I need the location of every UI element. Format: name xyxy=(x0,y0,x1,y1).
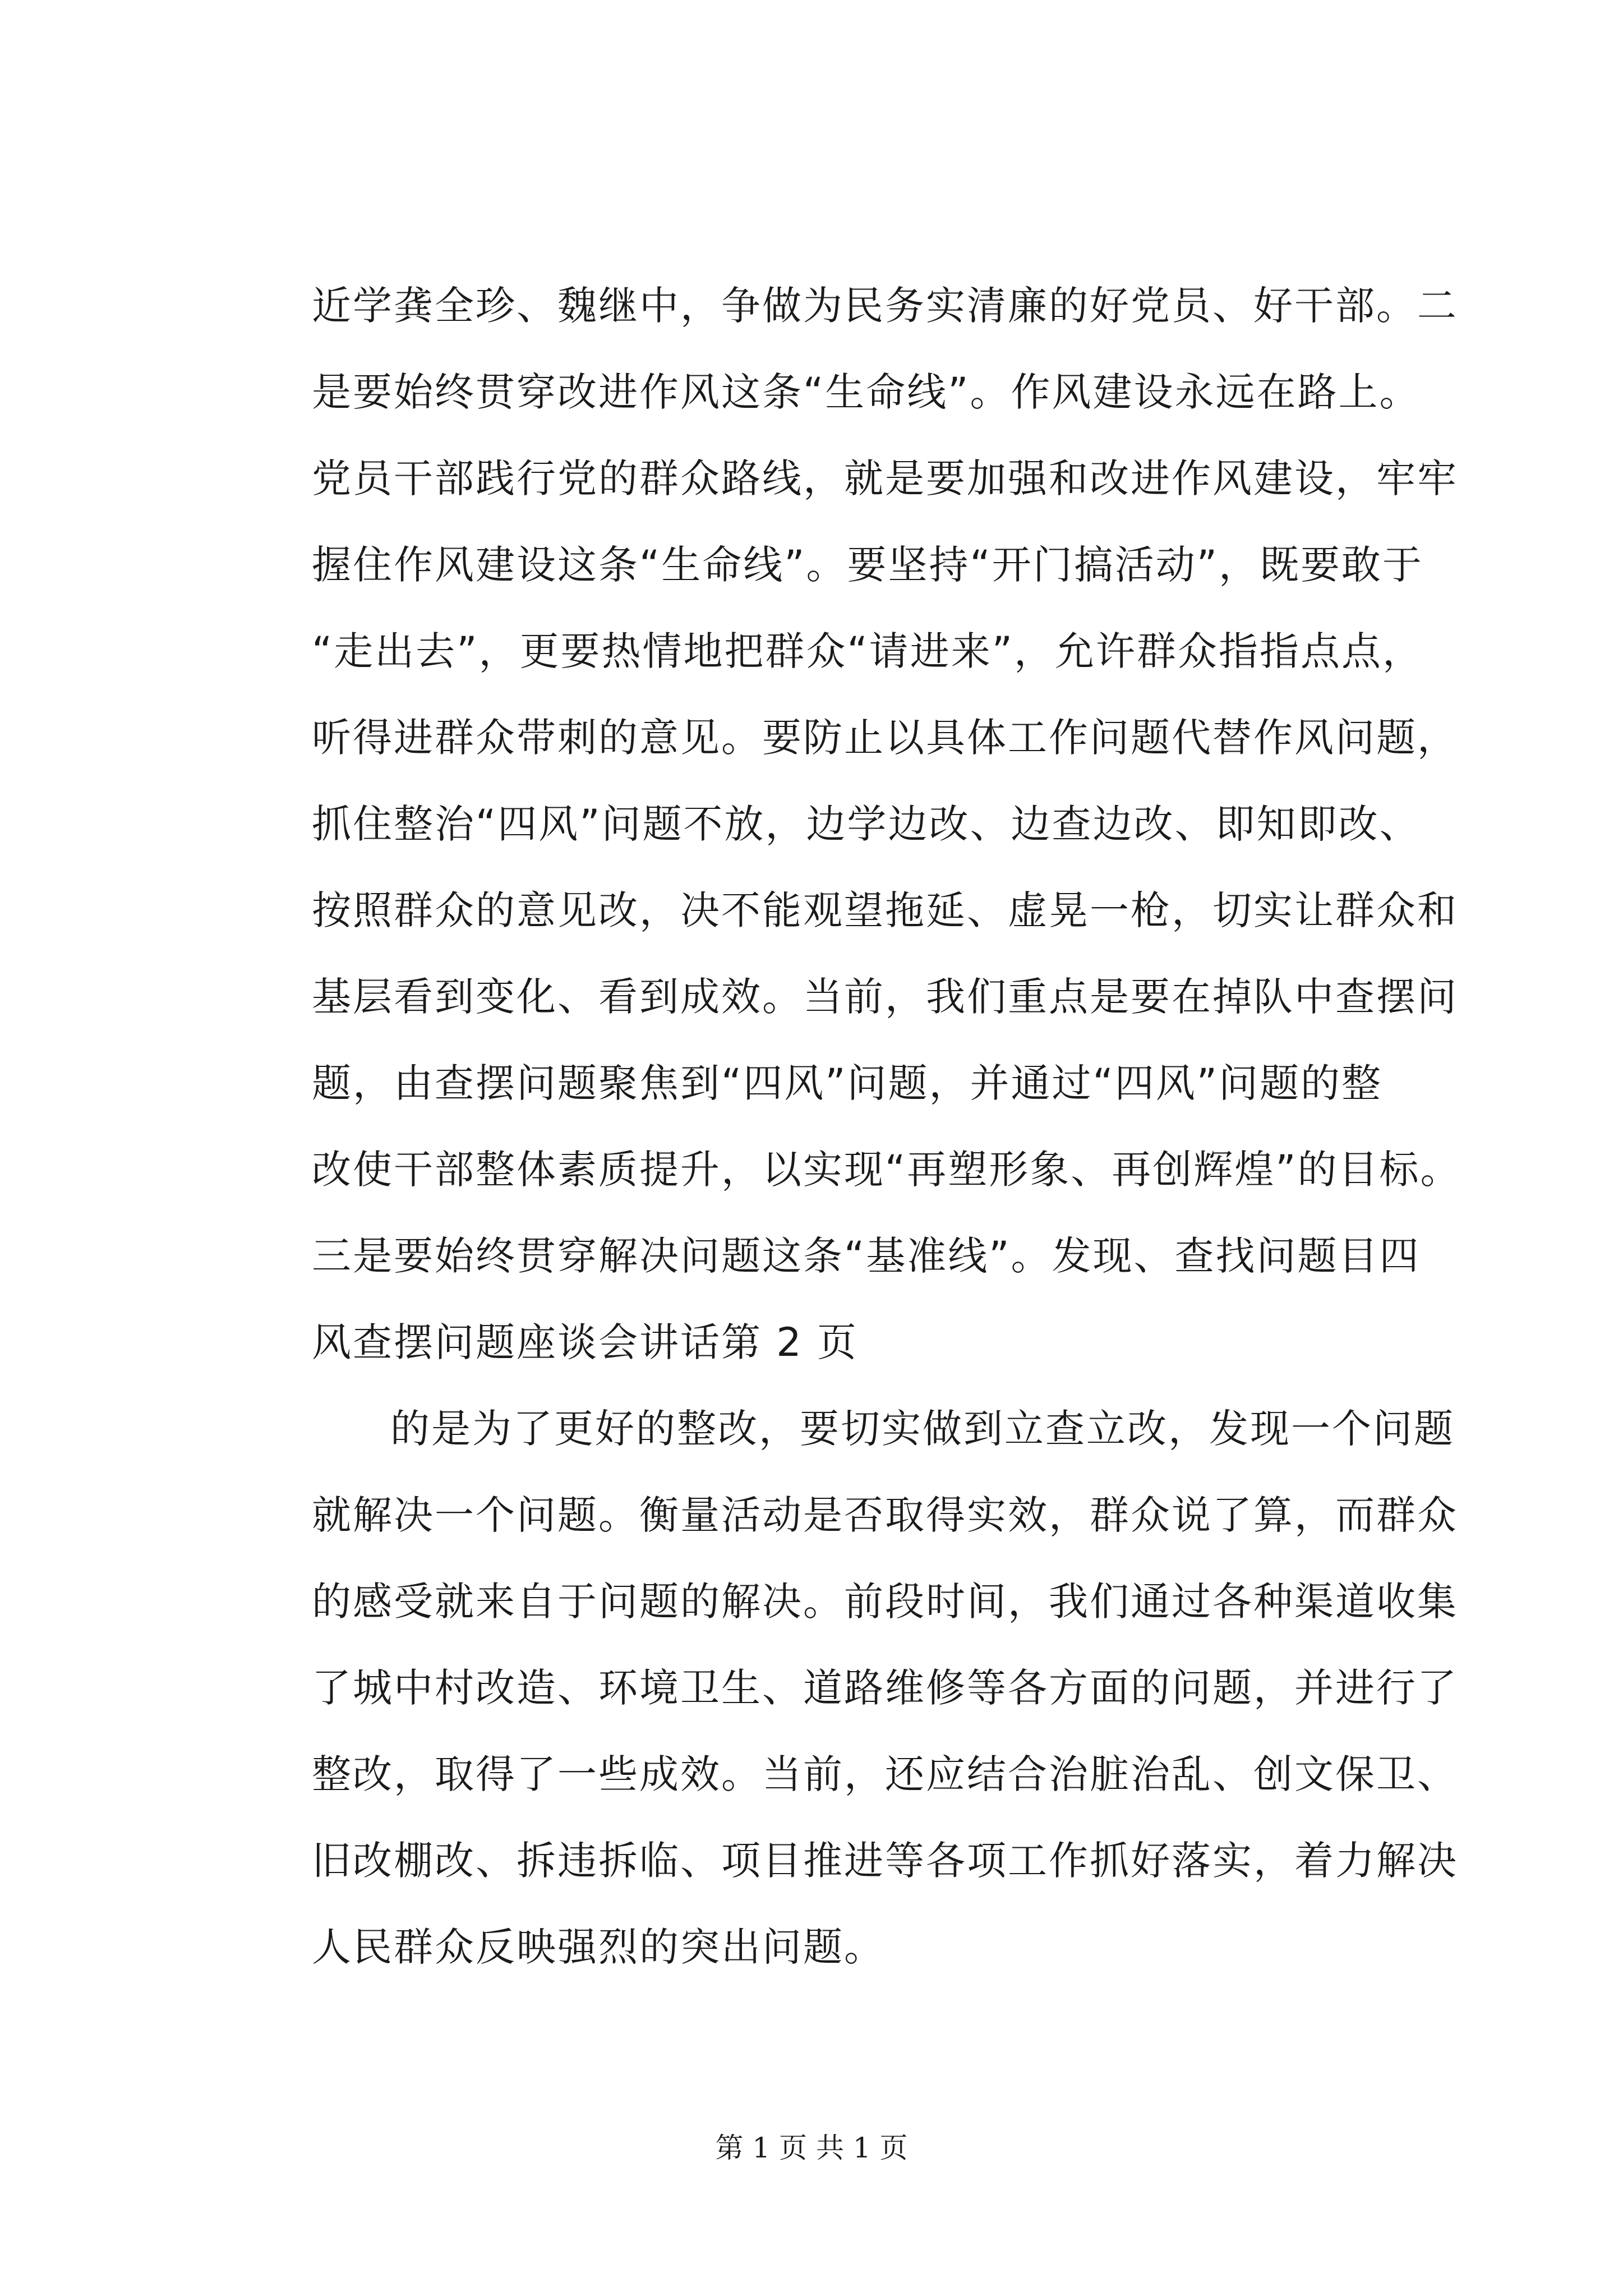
body-line: 按照群众的意见改，决不能观望拖延、虚晃一枪，切实让群众和 xyxy=(312,887,1458,933)
document-body xyxy=(312,263,1461,1990)
body-line: 党员干部践行党的群众路线，就是要加强和改进作风建设，牢牢 xyxy=(312,455,1458,501)
body-line: 整改，取得了一些成效。当前，还应结合治脏治乱、创文保卫、 xyxy=(312,1751,1458,1797)
body-line: 抓住整治“四风”问题不放，边学边改、边查边改、即知即改、 xyxy=(312,801,1421,847)
body-line: 人民群众反映强烈的突出问题。 xyxy=(312,1924,885,1970)
body-line: 改使干部整体素质提升，以实现“再塑形象、再创辉煌”的目标。 xyxy=(312,1147,1461,1193)
body-line: 三是要始终贯穿解决问题这条“基准线”。发现、查找问题目四 xyxy=(312,1233,1421,1279)
body-line: 的是为了更好的整改，要切实做到立查立改，发现一个问题 xyxy=(390,1406,1455,1452)
page-footer: 第 1 页 共 1 页 xyxy=(715,2132,908,2164)
body-line: 握住作风建设这条“生命线”。要坚持“开门搞活动”，既要敢于 xyxy=(312,542,1424,588)
body-line: 风查摆问题座谈会讲话第 2 页 xyxy=(312,1319,859,1365)
body-line: “走出去”，更要热情地把群众“请进来”，允许群众指指点点， xyxy=(312,628,1424,674)
body-line: 旧改棚改、拆违拆临、项目推进等各项工作抓好落实，着力解决 xyxy=(312,1838,1458,1884)
body-line: 题，由查摆问题聚焦到“四风”问题，并通过“四风”问题的整 xyxy=(312,1060,1383,1106)
body-line: 就解决一个问题。衡量活动是否取得实效，群众说了算，而群众 xyxy=(312,1492,1458,1538)
body-line: 近学龚全珍、魏继中，争做为民务实清廉的好党员、好干部。二 xyxy=(312,283,1458,329)
body-line: 听得进群众带刺的意见。要防止以具体工作问题代替作风问题， xyxy=(312,715,1458,761)
body-line: 是要始终贯穿改进作风这条“生命线”。作风建设永远在路上。 xyxy=(312,369,1421,415)
body-line: 的感受就来自于问题的解决。前段时间，我们通过各种渠道收集 xyxy=(312,1579,1458,1625)
body-line: 基层看到变化、看到成效。当前，我们重点是要在掉队中查摆问 xyxy=(312,974,1458,1020)
body-line: 了城中村改造、环境卫生、道路维修等各方面的问题，并进行了 xyxy=(312,1665,1458,1711)
